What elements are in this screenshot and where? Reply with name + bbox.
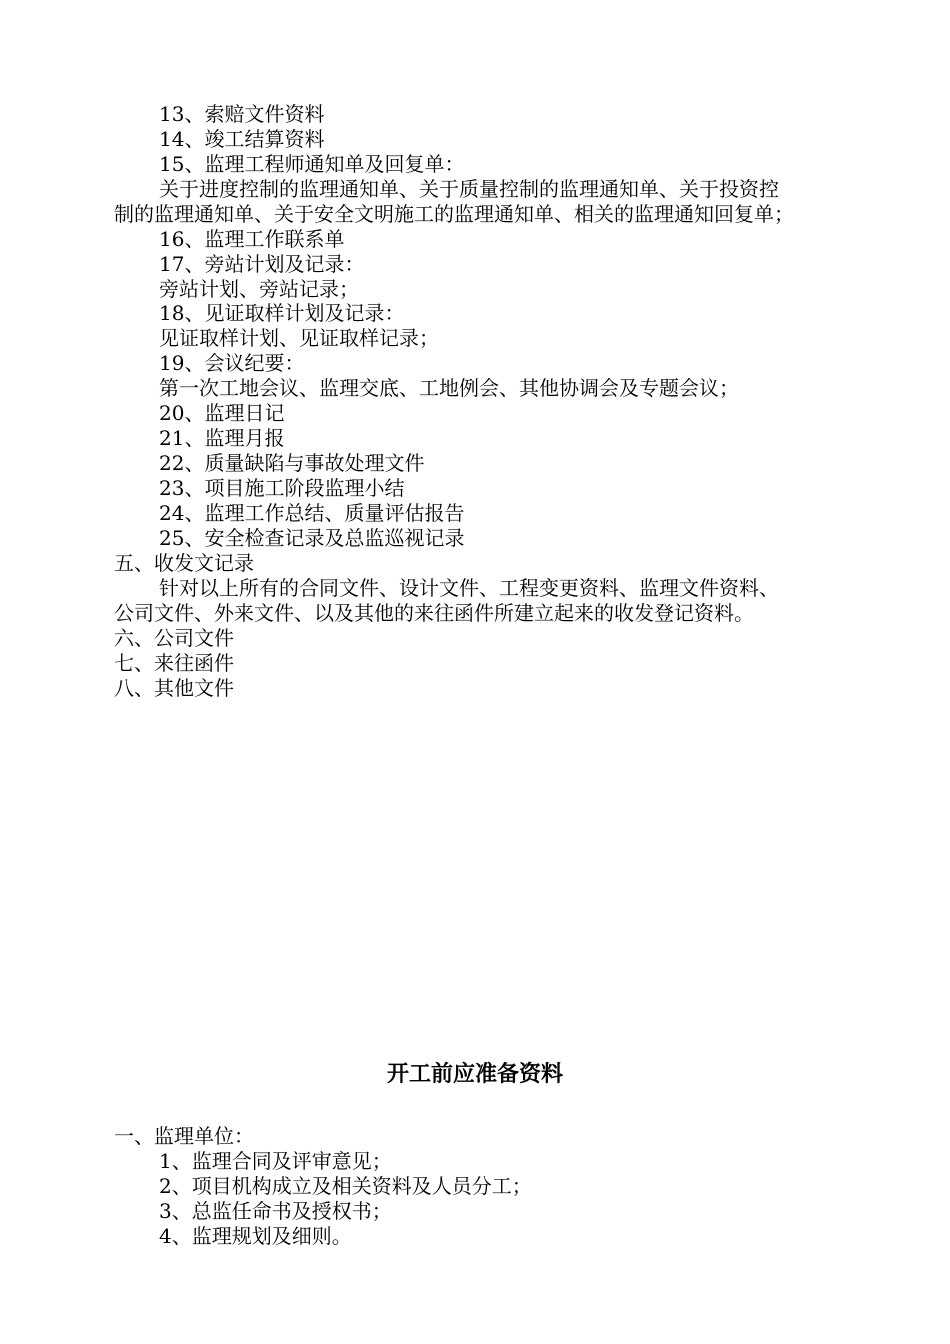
paragraph-line: 第一次工地会议、监理交底、工地例会、其他协调会及专题会议； xyxy=(159,376,739,400)
paragraph-line: 见证取样计划、见证取样记录； xyxy=(159,326,439,350)
paragraph-line: 制的监理通知单、关于安全文明施工的监理通知单、相关的监理通知回复单； xyxy=(114,202,794,226)
list-item-22: 22、质量缺陷与事故处理文件 xyxy=(159,451,425,475)
list-item: 3、总监任命书及授权书； xyxy=(159,1199,392,1223)
section-heading: 六、公司文件 xyxy=(114,626,234,650)
list-item-19: 19、会议纪要： xyxy=(159,351,305,375)
list-item-21: 21、监理月报 xyxy=(159,426,285,450)
section-heading: 五、收发文记录 xyxy=(114,551,254,575)
list-item: 2、项目机构成立及相关资料及人员分工； xyxy=(159,1174,532,1198)
list-item-14: 14、竣工结算资料 xyxy=(159,127,325,151)
list-item-13: 13、索赔文件资料 xyxy=(159,102,325,126)
list-item: 4、监理规划及细则。 xyxy=(159,1224,352,1248)
section-heading: 八、其他文件 xyxy=(114,676,234,700)
page-title: 开工前应准备资料 xyxy=(386,1061,563,1087)
list-item-15: 15、监理工程师通知单及回复单： xyxy=(159,152,465,176)
list-item: 1、监理合同及评审意见； xyxy=(159,1149,392,1173)
list-item-24: 24、监理工作总结、质量评估报告 xyxy=(159,501,465,525)
list-item-23: 23、项目施工阶段监理小结 xyxy=(159,476,405,500)
list-item-25: 25、安全检查记录及总监巡视记录 xyxy=(159,526,465,550)
paragraph-line: 公司文件、外来文件、以及其他的来往函件所建立起来的收发登记资料。 xyxy=(114,601,754,625)
list-item-18: 18、见证取样计划及记录： xyxy=(159,301,405,325)
section-heading: 七、来往函件 xyxy=(114,651,234,675)
paragraph-line: 针对以上所有的合同文件、设计文件、工程变更资料、监理文件资料、 xyxy=(159,576,779,600)
list-item-16: 16、监理工作联系单 xyxy=(159,227,345,251)
paragraph-line: 旁站计划、旁站记录； xyxy=(159,277,359,301)
list-item-20: 20、监理日记 xyxy=(159,401,285,425)
section-heading: 一、监理单位： xyxy=(114,1124,254,1148)
list-item-17: 17、旁站计划及记录： xyxy=(159,252,365,276)
paragraph-line: 关于进度控制的监理通知单、关于质量控制的监理通知单、关于投资控 xyxy=(159,177,779,201)
